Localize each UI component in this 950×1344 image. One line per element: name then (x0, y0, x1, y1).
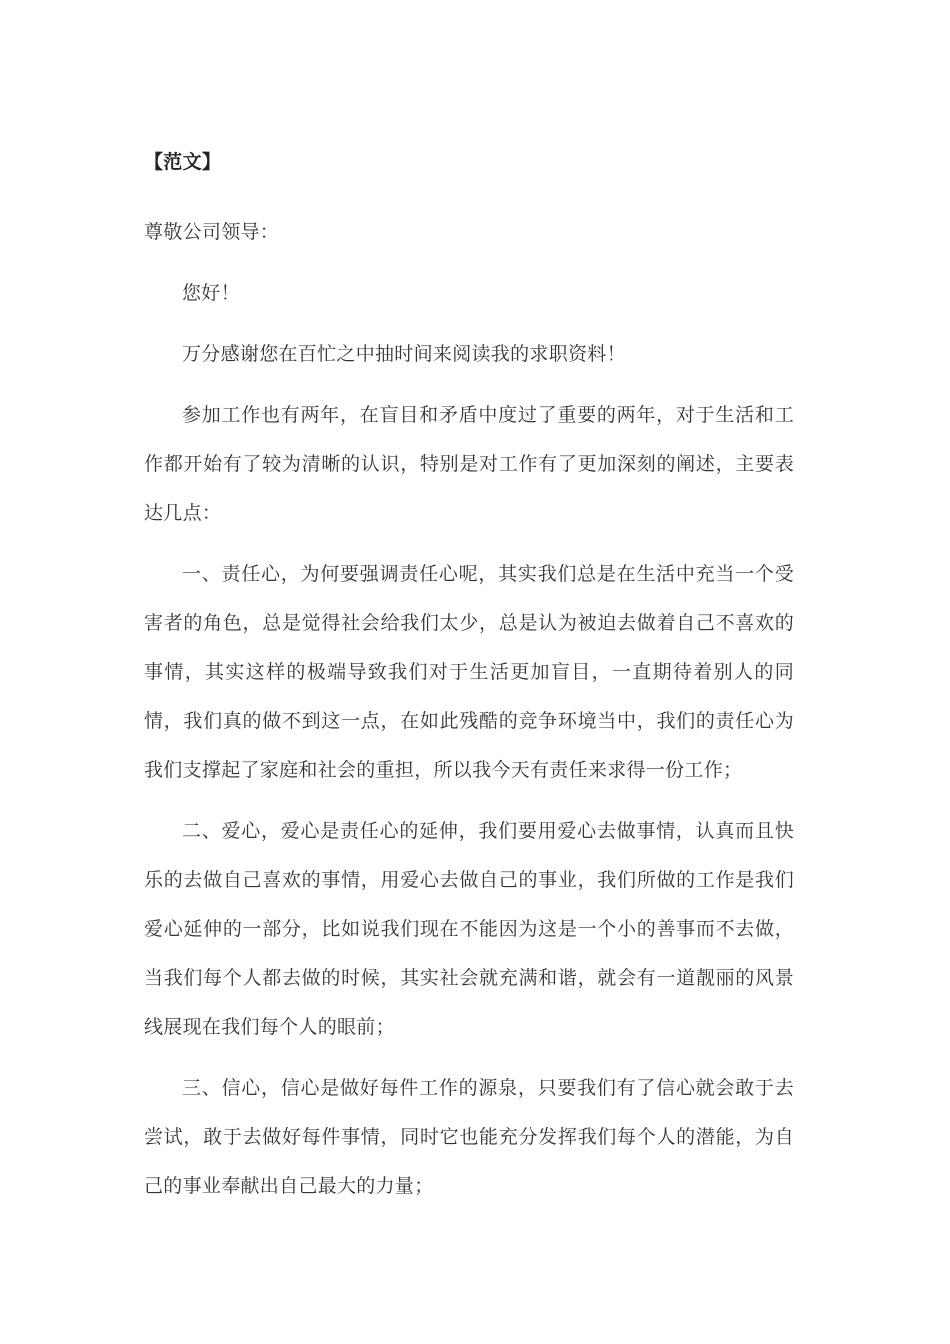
document-body (144, 146, 794, 1223)
greeting-paragraph: 您好！ (182, 282, 240, 304)
responsibility-paragraph: 一、责任心，为何要强调责任心呢，其实我们总是在生活中充当一个受害者的角色，总是觉得社会给我们太少，总是认为被迫去做着自己不喜欢的事情，其实这样的极端导致我们对于生活更加盲目，一直期待着别人的同情，我们真的做不到这一点，在如此残酷的竞争环境当中，我们的责任心为我们支撑起了家庭和社会的重担，所以我今天有责任来求得一份工作； (144, 563, 794, 781)
intro-paragraph: 参加工作也有两年，在盲目和矛盾中度过了重要的两年，对于生活和工作都开始有了较为清晰的认识，特别是对工作有了更加深刻的阐述，主要表达几点： (144, 404, 794, 524)
love-paragraph: 二、爱心，爱心是责任心的延伸，我们要用爱心去做事情，认真而且快乐的去做自己喜欢的事情，用爱心去做自己的事业，我们所做的工作是我们爱心延伸的一部分，比如说我们现在不能因为这是一个小的善事而不去做，当我们每个人都去做的时候，其实社会就充满和谐，就会有一道靓丽的风景线展现在我们每个人的眼前； (144, 820, 794, 1038)
thanks-paragraph: 万分感谢您在百忙之中抽时间来阅读我的求职资料！ (182, 343, 626, 365)
document-heading: 【范文】 (144, 151, 222, 173)
salutation: 尊敬公司领导： (144, 221, 280, 243)
confidence-paragraph: 三、信心，信心是做好每件工作的源泉，只要我们有了信心就会敢于去尝试，敢于去做好每件事情，同时它也能充分发挥我们每个人的潜能，为自己的事业奉献出自己最大的力量； (144, 1077, 794, 1197)
